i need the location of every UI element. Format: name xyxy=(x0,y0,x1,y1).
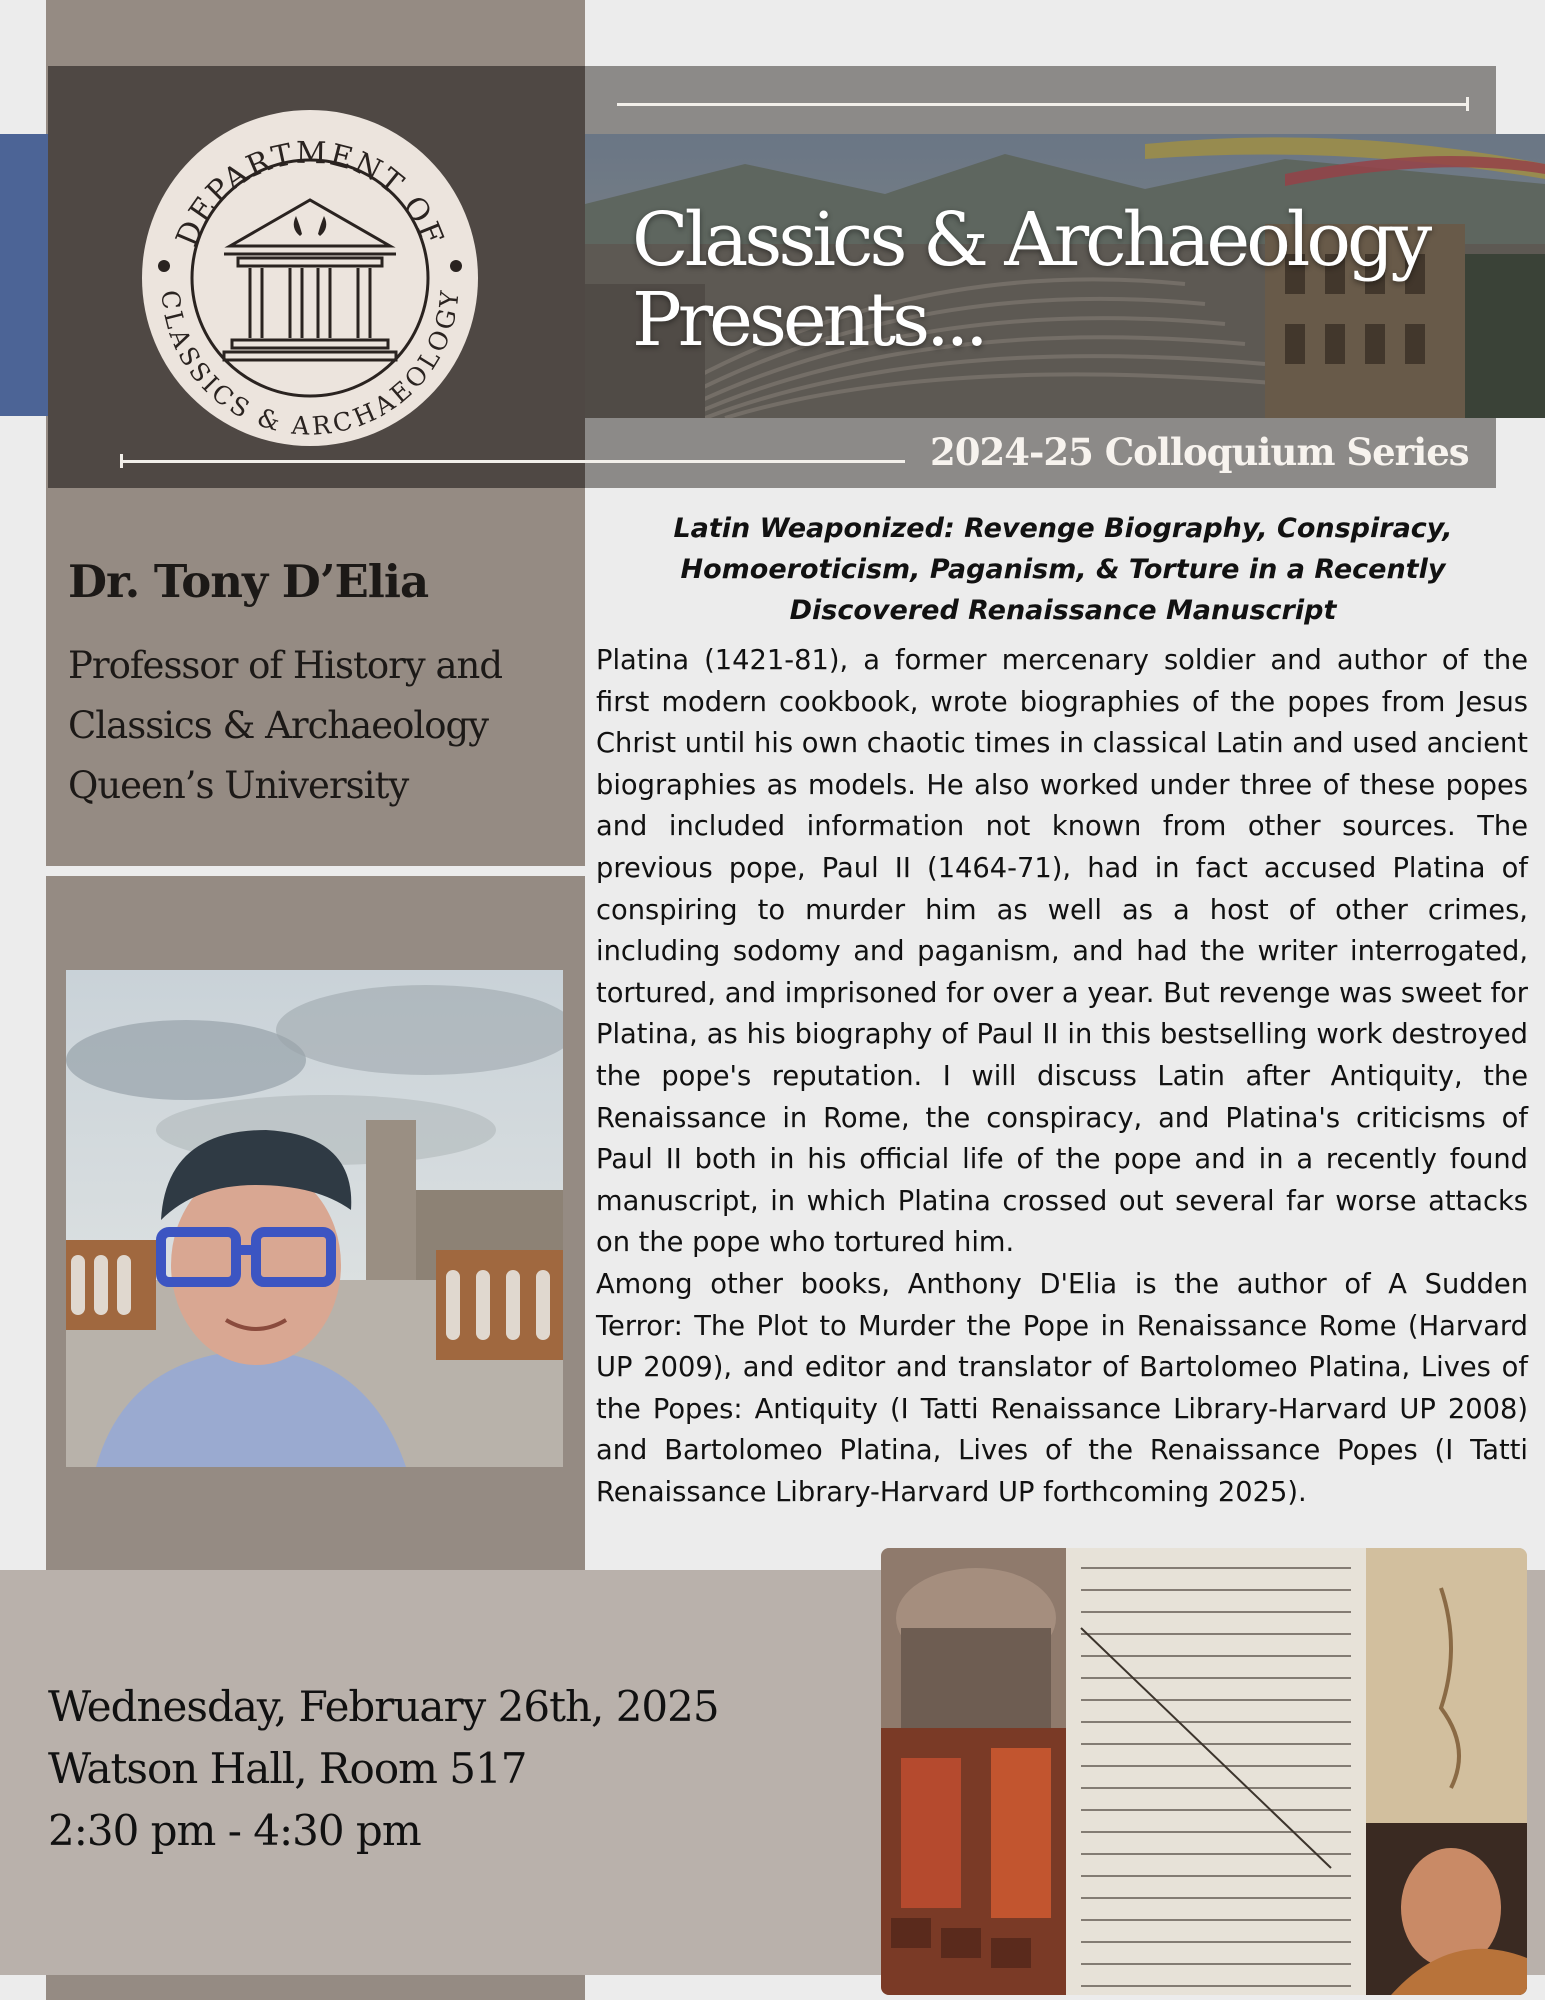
blue-accent-bar xyxy=(0,134,48,416)
speaker-info-panel xyxy=(46,500,585,866)
header-top-rule xyxy=(617,103,1469,106)
series-label: 2024-25 Colloquium Series xyxy=(930,430,1469,474)
logo-text-bottom: CLASSICS & ARCHAEOLOGY xyxy=(155,288,465,441)
speaker-title-line: Queen’s University xyxy=(68,764,409,807)
department-logo xyxy=(140,108,480,448)
talk-abstract: Platina (1421-81), a former mercenary soldier and author of the first modern cookbook, wrote biographies of the popes from Jesus Christ until his own chaotic times in classical Latin and used ancient biographies as models. He also worked under three of these popes and included information not known from other sources. The previous pope, Paul II (1464-71), had in fact accused Platina of conspiring to murder him as well as a host of other crimes, including sodomy and paganism, and had the writer interrogated, tortured, and imprisoned for over a year. But revenge was sweet for Platina, as his biography of Paul II in this bestselling work destroyed the pope's reputation. I will discuss Latin after Antiquity, the Renaissance in Rome, the conspiracy, and Platina's criticisms of Paul II both in his official life of the pope and in a recently found manuscript, in which Platina crossed out several far worse attacks on the pope who tortured him. xyxy=(596,645,1528,1259)
event-time: 2:30 pm - 4:30 pm xyxy=(48,1806,421,1855)
talk-title: Latin Weaponized: Revenge Biography, Conspiracy, Homoeroticism, Paganism, & Torture in a Recently Discovered Renaissance Manuscript xyxy=(673,513,1453,626)
event-date: Wednesday, February 26th, 2025 xyxy=(48,1682,719,1731)
speaker-name: Dr. Tony D’Elia xyxy=(68,555,429,608)
header-bottom-rule xyxy=(120,460,905,463)
speaker-title-line: Classics & Archaeology xyxy=(68,704,489,747)
panel-divider xyxy=(46,866,585,876)
header-title-line1: Classics & Archaeology xyxy=(632,197,1429,283)
speaker-title-line: Professor of History and xyxy=(68,644,503,687)
speaker-photo xyxy=(66,970,563,1467)
speaker-bio: Among other books, Anthony D'Elia is the author of A Sudden Terror: The Plot to Murder the Pope in Renaissance Rome (Harvard UP 2009), and editor and translator of Bartolomeo Platina, Lives of the Popes: Antiquity (I Tatti Renaissance Library-Harvard UP 2008) and Bartolomeo Platina, Lives of the Renaissance Popes (I Tatti Renaissance Library-Harvard UP forthcoming 2025). xyxy=(596,1269,1528,1508)
logo-text-top: DEPARTMENT OF xyxy=(169,135,451,252)
event-location: Watson Hall, Room 517 xyxy=(48,1744,527,1793)
manuscript-collage-image xyxy=(881,1548,1527,1995)
header-top-rule-cap xyxy=(1466,97,1469,111)
footer-left-strip xyxy=(46,1975,585,2000)
header-bottom-rule-cap xyxy=(120,454,123,468)
header-title-line2: Presents... xyxy=(632,277,985,363)
